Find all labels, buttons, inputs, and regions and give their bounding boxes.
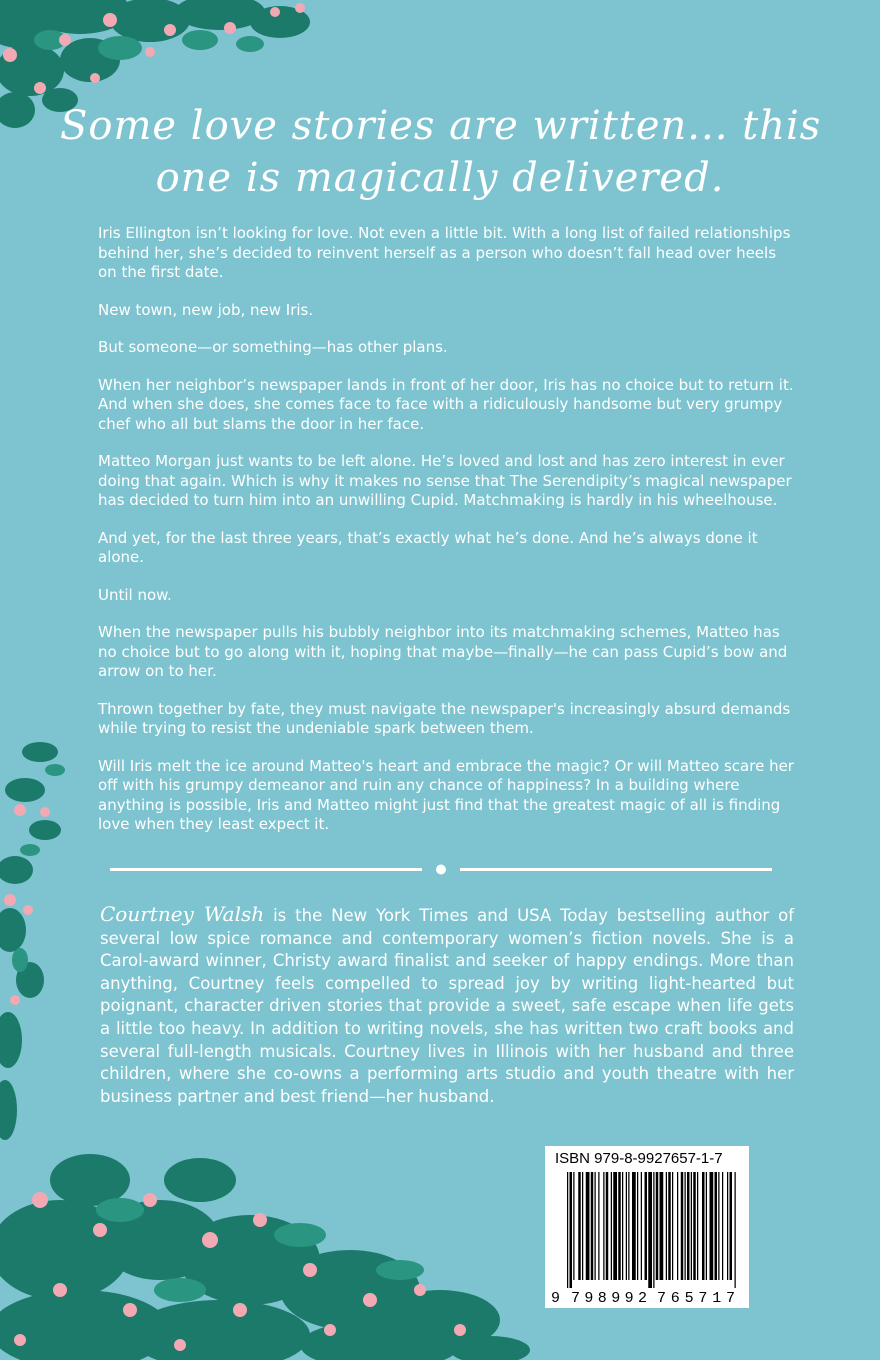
barcode-bar — [727, 1172, 728, 1280]
barcode-bar — [681, 1172, 684, 1280]
barcode-bar — [735, 1172, 736, 1288]
barcode-bar — [697, 1172, 698, 1280]
barcode-bar — [622, 1172, 623, 1280]
barcode-bar — [666, 1172, 667, 1280]
synopsis-paragraph: When her neighbor’s newspaper lands in front of her door, Iris has no choice but to return it. And when she does, she comes face to face with a ridiculously handsome but very grumpy chef who all but slams the door in her face. — [98, 375, 794, 433]
barcode-bar — [648, 1172, 652, 1288]
synopsis-paragraph: And yet, for the last three years, that’s exactly what he’s done. And he’s always done it alone. — [98, 528, 758, 566]
barcode-bar — [702, 1172, 705, 1280]
barcode-bar — [626, 1172, 627, 1280]
synopsis-paragraph: Until now. — [98, 585, 172, 604]
barcode-bar — [718, 1172, 719, 1280]
author-name: Courtney Walsh — [100, 902, 265, 926]
barcode-bar — [606, 1172, 609, 1280]
isbn-label: ISBN 979-8-9927657-1-7 — [555, 1150, 723, 1167]
synopsis-paragraph: Matteo Morgan just wants to be left alone. He’s loved and lost and has zero interest in ever doing that again. Which is why it makes no sense that The Serendipity’s magical newspaper has decided to turn him into an unwilling Cupid. Matchmaking is hardly in his wheelhouse. — [98, 452, 792, 509]
tagline-line-2: one is magically delivered. — [155, 155, 725, 201]
barcode-bar — [578, 1172, 581, 1280]
barcode-bar — [618, 1172, 621, 1280]
barcode-bar — [641, 1172, 642, 1280]
synopsis-paragraph: Iris Ellington isn’t looking for love. Not even a little bit. With a long list of failed relationships behind her, she’s decided to reinvent herself as a person who doesn’t fall head over heels on the first date. — [98, 224, 791, 281]
divider-dot-icon — [436, 865, 446, 875]
synopsis-paragraph: Will Iris melt the ice around Matteo's heart and embrace the magic? Or will Matteo scare her off with his grumpy demeanor and ruin any chance of happiness? In a building where anything is possible, Iris and Matteo might just find that the greatest magic of all is finding love when they least expect it. — [98, 756, 794, 833]
barcode-bar — [668, 1172, 671, 1280]
synopsis-paragraph: New town, new job, new Iris. — [98, 300, 314, 319]
synopsis — [98, 224, 794, 853]
barcode-bars-icon — [545, 1146, 749, 1308]
barcode-bar — [567, 1172, 568, 1288]
tagline-headline — [60, 100, 820, 204]
barcode-bar — [582, 1172, 583, 1280]
barcode-bar — [603, 1172, 604, 1280]
synopsis-paragraph: When the newspaper pulls his bubbly neighbor into its matchmaking schemes, Matteo has no choice but to go along with it, hoping that maybe—finally—he can pass Cupid’s bow and arrow on to her. — [98, 623, 788, 680]
synopsis-paragraph: Thrown together by fate, they must navigate the newspaper's increasingly absurd demands while trying to resist the undeniable spark between them. — [98, 699, 791, 737]
barcode-digits-right: 765717 — [657, 1290, 735, 1307]
barcode-bar — [710, 1172, 714, 1280]
section-divider — [110, 858, 772, 882]
tagline-line-1: Some love stories are written... this — [60, 103, 822, 149]
barcode-bar — [656, 1172, 659, 1280]
barcode-bar — [570, 1172, 573, 1288]
barcode-bar — [693, 1172, 696, 1280]
author-bio — [100, 903, 794, 1108]
barcode-digit-lead: 9 — [551, 1290, 561, 1307]
barcode-bar — [691, 1172, 692, 1280]
barcode-bar — [611, 1172, 612, 1280]
barcode-bar — [645, 1172, 648, 1280]
barcode-bar — [677, 1172, 678, 1280]
barcode-bar — [687, 1172, 690, 1280]
barcode-bar — [591, 1172, 594, 1280]
barcode-bar — [730, 1172, 733, 1280]
barcode-bar — [628, 1172, 629, 1280]
barcode-bar — [722, 1172, 723, 1280]
barcode-digits-left: 798992 — [571, 1290, 647, 1307]
author-bio-text: is the New York Times and USA Today bestselling author of several low spice romance and contemporary women’s fiction novels. She is a Carol-award winner, Christy award finalist and seeker of happy endings. More than anything, Courtney feels compelled to spread joy by writing light-hearted but poignant, character driven stories that provide a sweet, safe escape when life gets a little too heavy. In addition to writing novels, she has written two craft books and several full-length musicals. Courtney lives in Illinois with her husband and three children, where she co-owns a performing arts studio and youth theatre with her business partner and best friend—her husband. — [100, 906, 795, 1106]
barcode-bar — [715, 1172, 718, 1280]
barcode-bar — [660, 1172, 664, 1280]
barcode-bar — [653, 1172, 654, 1288]
barcode-bar — [573, 1172, 574, 1280]
barcode-bar — [613, 1172, 617, 1280]
barcode-bar — [685, 1172, 686, 1280]
barcode-bar — [595, 1172, 596, 1280]
barcode-bar — [598, 1172, 599, 1280]
synopsis-paragraph: But someone—or something—has other plans. — [98, 338, 448, 356]
barcode-bar — [706, 1172, 707, 1280]
barcode-bar — [637, 1172, 638, 1280]
barcode-bar — [586, 1172, 590, 1280]
barcode-bar — [672, 1172, 673, 1280]
barcode-bar — [632, 1172, 636, 1280]
isbn-barcode — [545, 1146, 749, 1308]
